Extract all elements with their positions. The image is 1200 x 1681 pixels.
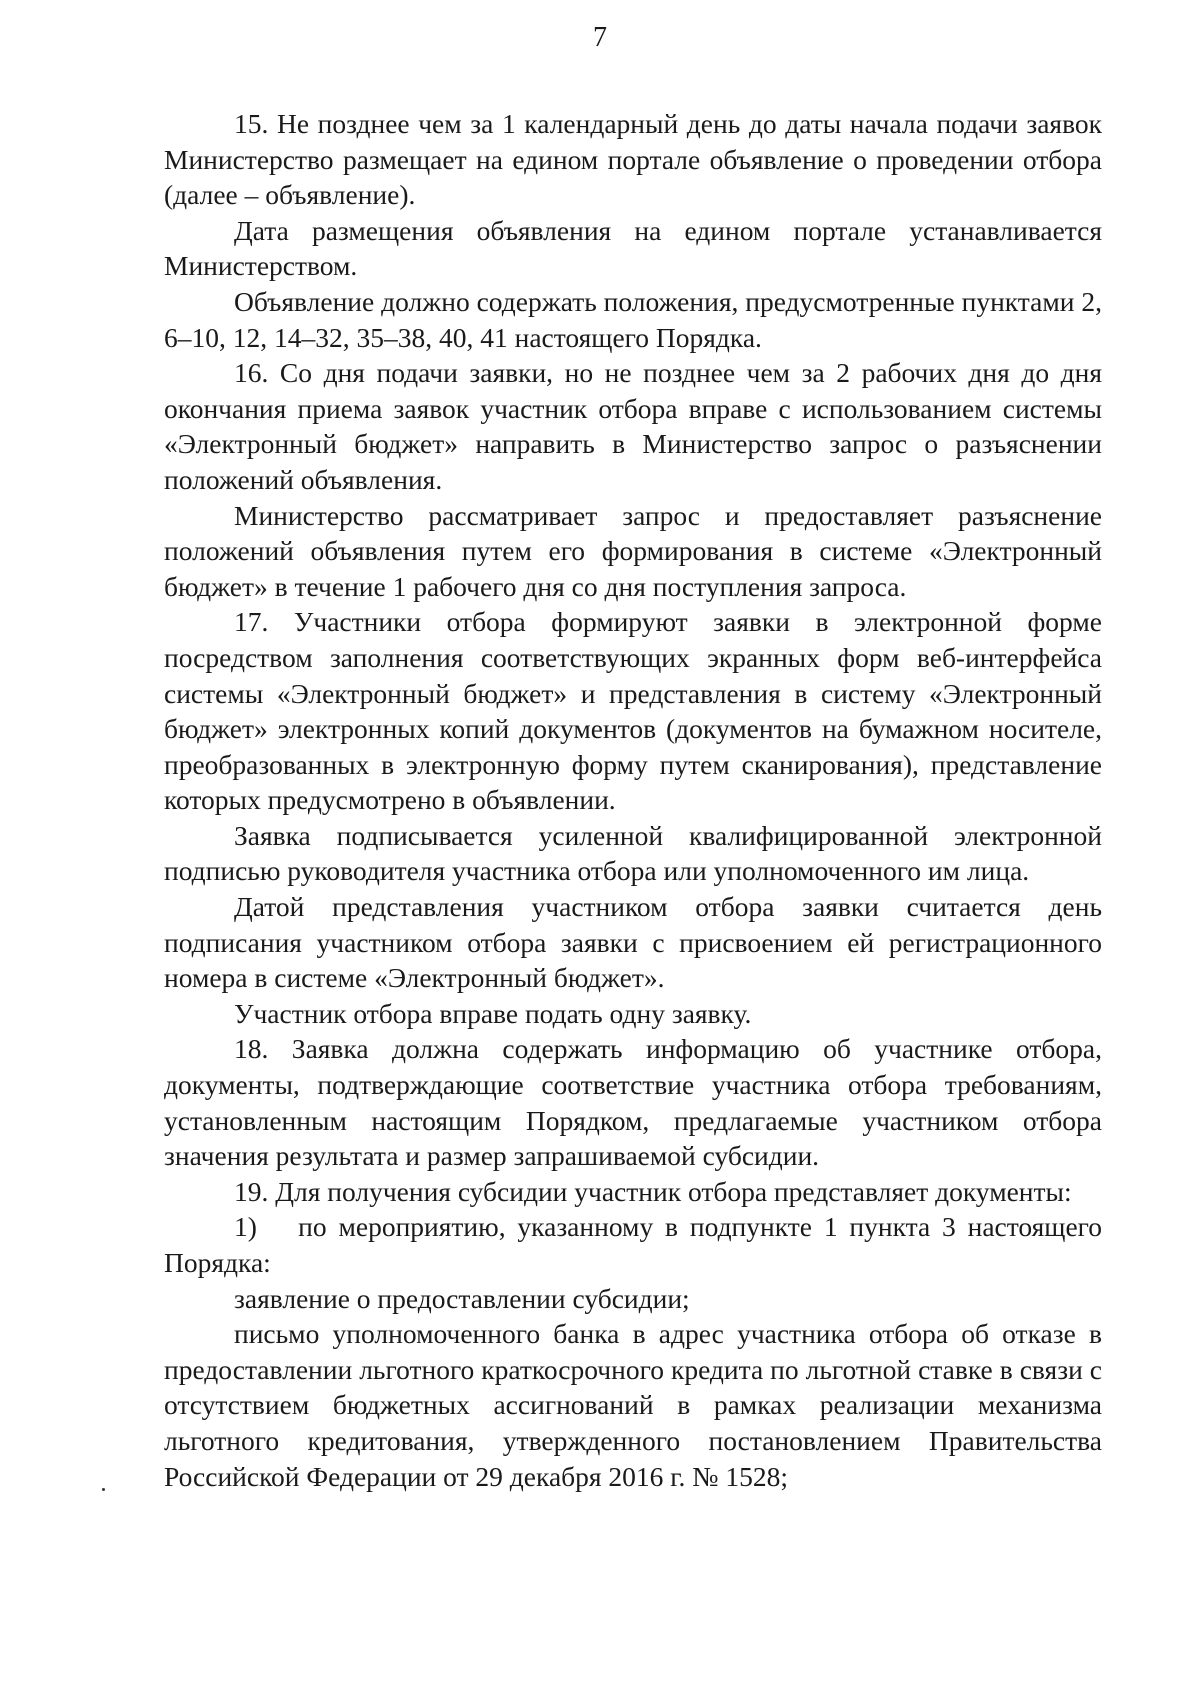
paragraph-19: 19. Для получения субсидии участник отбора представляет документы: [234, 1175, 1072, 1207]
paragraph-submission-date: Датой представления участником отбора заявки считается день подписания участником отбора заявки с присвоением ей регистрационного номера в системе «Электронный бюджет». [164, 891, 1102, 994]
paragraph-15: 15. Не позднее чем за 1 календарный день до даты начала подачи заявок Министерство размещает на едином портале объявление о проведении отбора (далее – объявление). [164, 108, 1102, 211]
paragraph-announcement-content: Объявление должно содержать положения, предусмотренные пунктами 2, 6–10, 12, 14–32, 35–38, 40, 41 настоящего Порядка. [164, 285, 1102, 353]
paragraph-one-application: Участник отбора вправе подать одну заявку. [234, 997, 752, 1029]
page-number: 7 [593, 22, 607, 53]
paragraph-ministry-clarification: Министерство рассматривает запрос и предоставляет разъяснение положений объявления путем его формирования в системе «Электронный бюджет» в течение 1 рабочего дня со дня поступления запроса. [164, 499, 1102, 602]
document-body [164, 106, 1102, 1494]
paragraph-18: 18. Заявка должна содержать информацию об участнике отбора, документы, подтверждающие соответствие участника отбора требованиям, установленным настоящим Порядком, предлагаемые участником отбора значения результата и размер запрашиваемой субсидии. [164, 1033, 1102, 1172]
scan-artifact-dot [102, 1488, 105, 1491]
paragraph-application-signature: Заявка подписывается усиленной квалифицированной электронной подписью руководителя участника отбора или уполномоченного им лица. [164, 819, 1102, 887]
paragraph-publication-date: Дата размещения объявления на едином портале устанавливается Министерством. [164, 214, 1102, 282]
paragraph-19-item-1: 1) по мероприятию, указанному в подпункте 1 пункта 3 настоящего Порядка: [164, 1211, 1102, 1278]
paragraph-bank-letter: письмо уполномоченного банка в адрес участника отбора об отказе в предоставлении льготного краткосрочного кредита по льготной ставке в связи с отсутствием бюджетных ассигнований в рамках реализации механизма льготного кредитования, утвержденного постановлением Правительства Российской Федерации от 29 декабря 2016 г. № 1528; [164, 1318, 1102, 1492]
paragraph-17: 17. Участники отбора формируют заявки в электронной форме посредством заполнения соответствующих экранных форм веб-интерфейса системы «Электронный бюджет» и представления в систему «Электронный бюджет» электронных копий документов (документов на бумажном носителе, преобразованных в электронную форму путем сканирования), представление которых предусмотрено в объявлении. [164, 606, 1102, 816]
paragraph-16: 16. Со дня подачи заявки, но не позднее чем за 2 рабочих дня до дня окончания приема заявок участник отбора вправе с использованием системы «Электронный бюджет» направить в Министерство запрос о разъяснении положений объявления. [164, 357, 1102, 495]
paragraph-subsidy-statement: заявление о предоставлении субсидии; [234, 1282, 690, 1314]
